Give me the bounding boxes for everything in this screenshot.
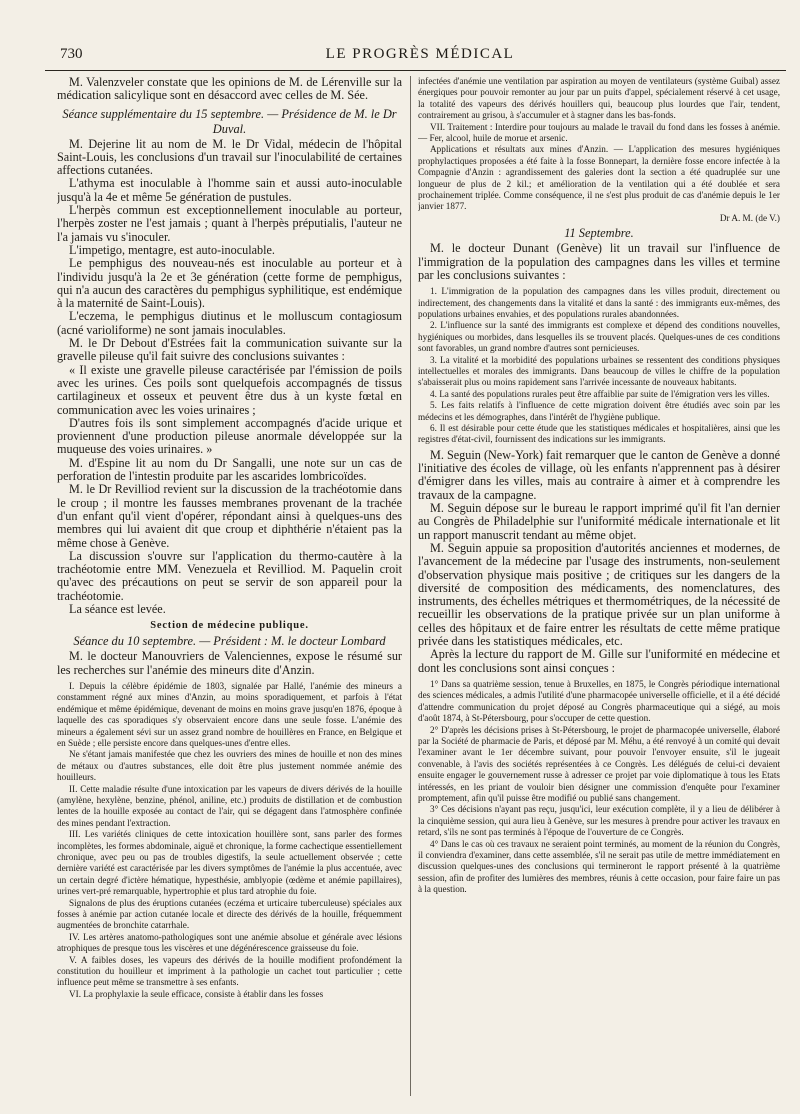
paragraph: M. le Dr Debout d'Estrées fait la communication suivante sur la gravelle pileuse qu'il fait suivre des conclusions suivantes :: [57, 336, 402, 364]
conclusion-item: 6. Il est désirable pour cette étude que les statistiques médicales et hospitalières, ainsi que les registres d'état-civil, fournissent des indications sur les immigrants.: [418, 423, 780, 445]
page-number: 730: [60, 46, 83, 62]
paragraph: Le pemphigus des nouveau-nés est inoculable au porteur et à l'individu jusqu'à la 2e et 3e génération (cette forme de pemphigus, qui n'a aucun des caractères du pemphigus syphilitique, est endémique à la maternité de Saint-Louis).: [57, 256, 402, 311]
session-heading: Séance supplémentaire du 15 septembre. — Présidence de M. le Dr Duval.: [62, 106, 397, 136]
journal-title: LE PROGRÈS MÉDICAL: [325, 46, 515, 62]
left-column: [57, 76, 402, 1000]
paragraph: M. Seguin (New-York) fait remarquer que le canton de Genève a donné l'initiative des écoles de village, où les enfants n'apprennent pas à désirer d'émigrer dans les villes, mais au contraire à aimer et à comprendre les travaux de la campagne.: [418, 447, 780, 502]
section-title: Section de médecine publique.: [150, 620, 309, 632]
paragraph: Après la lecture du rapport de M. Gille sur l'uniformité en médecine et dont les conclusions sont ainsi conçues :: [418, 647, 780, 675]
paragraph: La séance est levée.: [69, 601, 166, 616]
paragraph: La discussion s'ouvre sur l'application du thermo-cautère à la trachéotomie entre MM. Venezuela et Revilliod. M. Paquelin croit qu'avec des précautions on peut se servir de son appareil pour la trachéotomie.: [57, 548, 402, 603]
small-paragraph: II. Cette maladie résulte d'une intoxication par les vapeurs de divers dérivés de la houille (amylène, hexylène, benzine, phénol, aniline, etc.) produits de distillation et de combustion lentes de la houille exposée au contact de l'air, qui se dégagent dans l'atmosphère confinée des mines pendant l'extraction.: [57, 783, 402, 828]
paragraph: L'herpès commun est exceptionnellement inoculable au porteur, l'herpès zoster ne l'est jamais ; quant à l'herpès préputialis, l'auteur ne l'a jamais vu s'inoculer.: [57, 203, 402, 244]
paragraph: L'athyma est inoculable à l'homme sain et aussi auto-inoculable jusqu'à la 4e et même 5e génération de pustules.: [57, 176, 402, 204]
date-heading: 11 Septembre.: [564, 226, 634, 241]
paragraph: D'autres fois ils sont simplement accompagnés d'acide urique et proviennent d'une production pileuse anormale développée sur la muqueuse des voies urinaires. »: [57, 415, 402, 457]
paragraph: « Il existe une gravelle pileuse caractérisée par l'émission de poils avec les urines. Ces poils sont quelquefois accompagnés de tissus cartilagineux et osseux et peuvent être dus à un kyste fœtal en communication avec les voies urinaires ;: [57, 362, 402, 417]
conclusion-item: 4. La santé des populations rurales peut être affaiblie par suite de l'émigration vers les villes.: [430, 388, 770, 399]
small-paragraph: IV. Les artères anatomo-pathologiques sont une anémie absolue et générale avec lésions atrophiques de presque tous les viscères et une dégénérescence graisseuse du foie.: [57, 931, 402, 954]
small-paragraph: Ne s'étant jamais manifestée que chez les ouvriers des mines de houille et non des mines de métaux ou d'autres substances, elle doit être plus justement nommée anémie des houilleurs.: [57, 749, 402, 783]
paragraph: L'eczema, le pemphigus diutinus et le molluscum contagiosum (acné varioliforme) ne sont jamais inoculables.: [57, 309, 402, 337]
paragraph: M. le docteur Manouvriers de Valenciennes, expose le résumé sur les recherches sur l'anémie des mineurs dite d'Anzin.: [57, 649, 402, 677]
small-paragraph: infectées d'anémie une ventilation par aspiration au moyen de ventilateurs (système Guibal) assez énergiques pour pouvoir remonter au jour par un puits d'appel, spécialement réservé à cet usage, la totalité des vapeurs des dérivés houillers qui, beaucoup plus lourdes que l'air, tendent, contrairement au grisou, à s'accumuler et à stagner dans les bas-fonds.: [418, 76, 780, 121]
paragraph: M. le Dr Revilliod revient sur la discussion de la trachéotomie dans le croup ; il montre les fausses membranes provenant de la trachée d'un enfant qu'il vient d'opérer, répondant ainsi à quelques-uns des membres qui lui avaient dit que croup et diphthérie n'étaient pas la même chose à Genève.: [57, 482, 402, 550]
conclusion-item: 1. L'immigration de la population des campagnes dans les villes produit, directement ou indirectement, des changements dans la vitalité et dans la santé : des immigrants eux-mêmes, des populations urbaines envahies, et des populations rurales abandonnées.: [418, 286, 780, 319]
paragraph: M. Seguin dépose sur le bureau le rapport imprimé qu'il fit l'an dernier au Congrès de Philadelphie sur l'uniformité médicale internationale et lit un rapport manuscrit tendant au même objet.: [418, 501, 780, 542]
session-heading: Séance du 10 septembre. — Président : M. le docteur Lombard: [73, 634, 386, 649]
conclusion-item: 2. L'influence sur la santé des immigrants est complexe et dépend des conditions nouvelles, hygiéniques ou morbides, dans lesquelles ils se trouvent placés. Quelques-unes de ces conditions sont favorables, un grand nombre d'autres sont pernicieuses.: [418, 320, 780, 354]
page-header: [60, 44, 780, 68]
small-paragraph: I. Depuis la célèbre épidémie de 1803, signalée par Hallé, l'anémie des mineurs a constamment régné aux mines d'Anzin, au moins sporadiquement, et parfois à l'état endémique et même épidémique, devenant de moins en moins grave jusqu'en 1876, époque à laquelle des cas sporadiques s'y observaient encore dans une seule fosse. L'anémie des mineurs a également sévi sur un assez grand nombre de houillères en France, en Belgique et en Suède ; elle persiste encore dans quelques-unes d'entre elles.: [57, 680, 402, 748]
small-paragraph: VII. Traitement : Interdire pour toujours au malade le travail du fond dans les fosses à anémie. — Fer, alcool, huile de morue et arsenic.: [418, 121, 780, 144]
paragraph: M. le docteur Dunant (Genève) lit un travail sur l'influence de l'immigration de la population des campagnes dans les villes et termine par les conclusions suivantes :: [418, 241, 780, 282]
small-paragraph: Signalons de plus des éruptions cutanées (eczéma et urticaire tuberculeuse) spéciales aux fosses à anémie par action cutanée locale et directe des dérivés de la houille, fréquemment augmentées de bronchite catarrhale.: [57, 897, 402, 931]
conclusion-item: 3. La vitalité et la morbidité des populations urbaines se ressentent des conditions physiques intellectuelles et morales des immigrants. Dans beaucoup de villes le chiffre de la population s'abaisserait plus ou moins rapidement sans l'arrivée incessante de nouveaux habitants.: [418, 354, 780, 388]
small-paragraph: Applications et résultats aux mines d'Anzin. — L'application des mesures hygiéniques prophylactiques proposées a été faite à la fosse Bonnepart, la dernière fosse encore infectée à la Compagnie d'Anzin : agrandissement des galeries dont la section a été quadruplée sur une longueur de plus de 2 kil.; et amélioration de la ventilation qui a été doublée et sera prochainement triplée. Comme conséquence, il ne s'est plus produit de cas d'anémie depuis le 1er janvier 1877.: [418, 144, 780, 212]
small-paragraph: VI. La prophylaxie la seule efficace, consiste à établir dans les fosses: [69, 988, 324, 999]
report-item: 2° D'après les décisions prises à St-Pétersbourg, le projet de pharmacopée universelle, élaboré par la Société de pharmacie de Paris, et déposé par M. Méhu, a été renvoyé à un comité qui devait l'examiner avant le 1er décembre suivant, pour pouvoir l'envoyer ensuite, s'il le jugeait convenable, à l'avis des sociétés représentées à ce Congrès. Les délégués de celui-ci devaient ensuite engager le gouvernement russe à adresser ce projet par voie diplomatique à tous les Etats intéressés, en les priant de vouloir bien désigner une commission d'enquête pour l'examiner promptement, afin qu'il puisse être modifié ou publié sans changement.: [418, 724, 780, 803]
header-rule: [45, 70, 786, 71]
paragraph: M. Seguin appuie sa proposition d'autorités anciennes et modernes, de l'avancement de la médecine par l'usage des instruments, non-seulement d'observation physique mais positive ; de critiques sur les dangers de la diversité de composition des médicaments, des nomenclatures, des instruments, des échelles métriques et thermométriques, de la nécessité de recueillir les observations de la pratique privée sur un plan uniforme à celles des hôpitaux et de faire entrer les résultats de cette même pratique privée dans les statistiques médicales, etc.: [418, 540, 780, 649]
small-paragraph: III. Les variétés cliniques de cette intoxication houillère sont, sans parler des formes incomplètes, les formes abdominale, aiguë et chronique, la forme cachectique essentiellement chronique, avec peu ou pas de troubles digestifs, la seule actuellement observée ; cette dernière variété est caractérisée par les divers symptômes de l'anémie la plus accentuée, avec un certain degré d'ictère hématique, hypesthésie, amblyopie (œdème et anémie papillaires), urines vert-pré remarquable, hypertrophie et plus tard atrophie du foie.: [57, 829, 402, 897]
conclusion-item: 5. Les faits relatifs à l'influence de cette migration doivent être étudiés avec soin par les médecins et les démographes, dans l'intérêt de l'hygiène publique.: [418, 400, 780, 422]
small-paragraph: V. A faibles doses, les vapeurs des dérivés de la houille modifient profondément la constitution du houilleur et impriment à la pathologie un cachet tout particulier ; cette influence peut même se transmettre à ses enfants.: [57, 954, 402, 988]
paragraph: M. Valenzveler constate que les opinions de M. de Lérenville sur la médication salicylique sont en désaccord avec celles de M. Sée.: [57, 76, 402, 103]
paragraph: L'impetigo, mentagre, est auto-inoculable.: [69, 242, 275, 257]
report-item: 4° Dans le cas où ces travaux ne seraient point terminés, au moment de la réunion du Congrès, il conviendra d'examiner, dans cette assemblée, s'il ne serait pas utile de mettre immédiatement en discussion quelques-unes des conclusions qui termineront le rapport présenté à la quatrième session, afin de profiter des lumières des membres, réunis à cette occasion, pour faire faire un pas à la question.: [418, 838, 780, 895]
paragraph: M. d'Espine lit au nom du Dr Sangalli, une note sur un cas de perforation de l'intestin produite par les ascarides lombricoïdes.: [57, 455, 402, 484]
signature: Dr A. M. (de V.): [719, 212, 780, 223]
report-item: 1° Dans sa quatrième session, tenue à Bruxelles, en 1875, le Congrès périodique international des sciences médicales, a admis l'utilité d'une pharmacopée universelle officielle, et il a été décidé d'attendre communication du projet déposé au Congrès pharmaceutique qui a siégé, au mois d'août 1874, à St-Pétersbourg, pour s'occuper de cette question.: [418, 678, 780, 724]
column-divider: [410, 76, 411, 1096]
right-column: [418, 76, 780, 896]
paragraph: M. Dejerine lit au nom de M. le Dr Vidal, médecin de l'hôpital Saint-Louis, les conclusions d'un travail sur l'inoculabilité de certaines affections cutanées.: [57, 136, 402, 178]
report-item: 3° Ces décisions n'ayant pas reçu, jusqu'ici, leur exécution complète, il y a lieu de délibérer à la cinquième session, qui aura lieu à Genève, sur les mesures à prendre pour activer les travaux en retard, s'ils ne sont pas terminés à l'époque de l'ouverture de ce Congrès.: [418, 804, 780, 838]
